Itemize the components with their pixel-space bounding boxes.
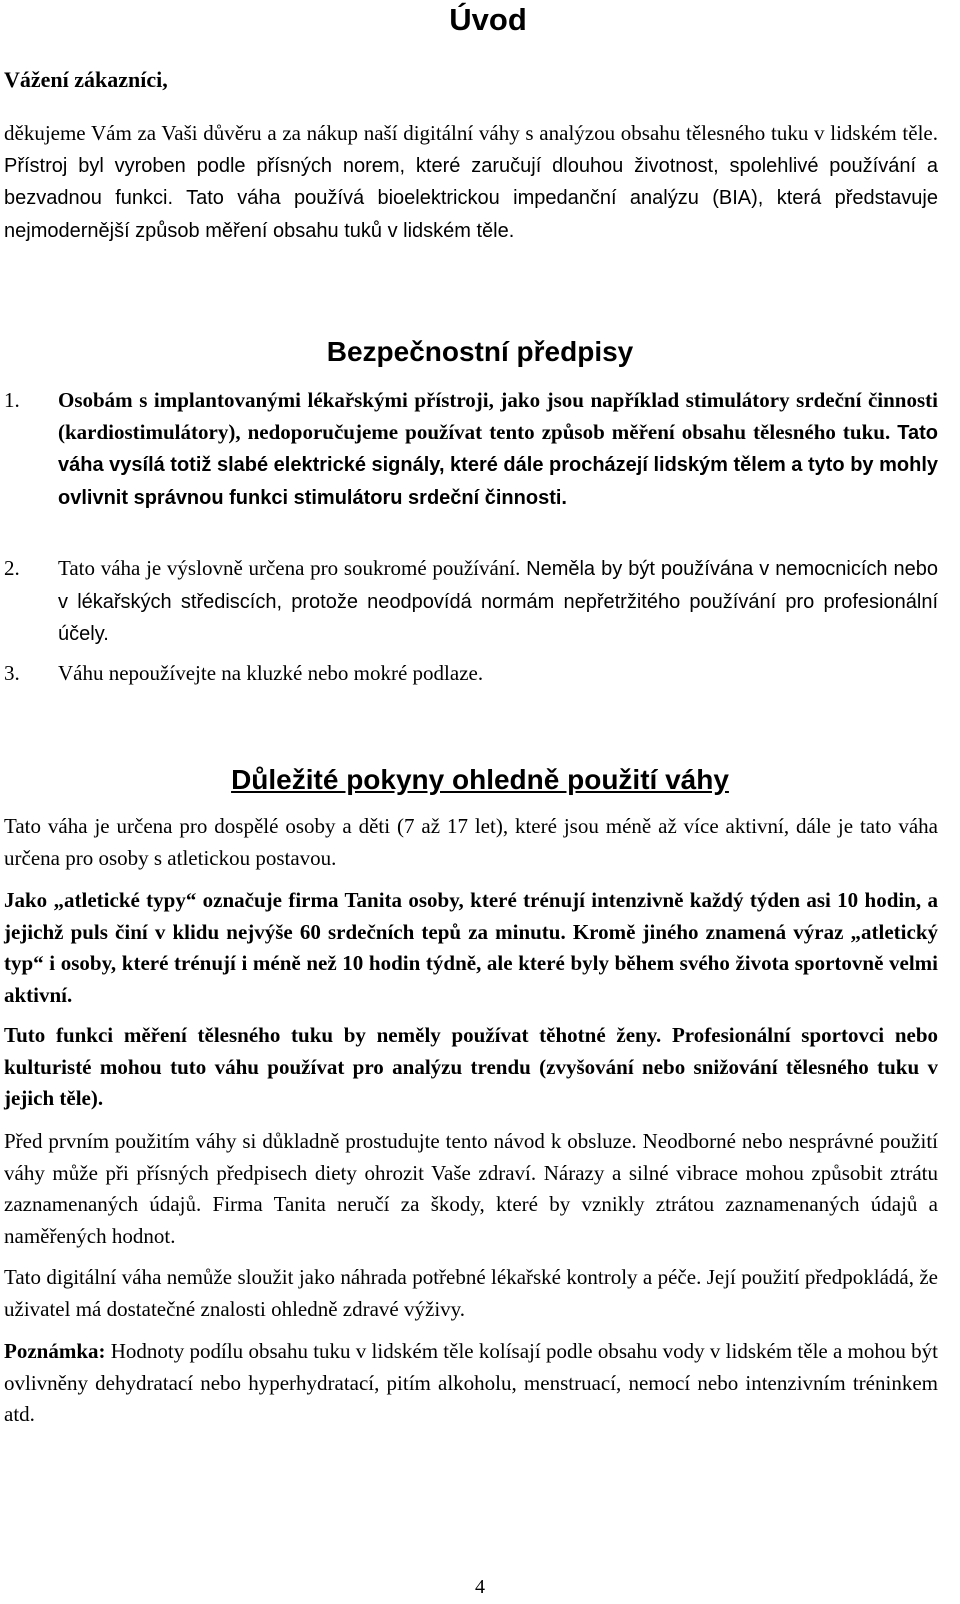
- page-title: Úvod: [449, 2, 527, 37]
- intro-text-serif: děkujeme Vám za Vaši důvěru a za nákup naší digitální váhy s analýzou obsahu tělesného tuku v lidském těle.: [4, 121, 938, 145]
- safety-item-2-text: Tato váha je výslovně určena pro soukromé používání.: [58, 556, 521, 580]
- usage-paragraph-1: Tato váha je určena pro dospělé osoby a děti (7 až 17 let), které jsou méně až více aktivní, dále je tato váha určena pro osoby s atletickou postavou.: [4, 814, 938, 870]
- intro-text-sans: Přístroj byl vyroben podle přísných norem, které zaručují dlouhou životnost, spolehlivé používání a bezvadnou funkci. Tato váha používá bioelektrickou impedanční analýzu (BIA), která představuje nejmodernější způsob měření obsahu tuků v lidském těle.: [4, 154, 938, 242]
- intro-paragraph: [4, 118, 938, 247]
- usage-heading: [0, 762, 960, 798]
- list-number: 3.: [4, 661, 20, 685]
- note-label: Poznámka:: [4, 1339, 106, 1363]
- list-body: [58, 553, 938, 651]
- greeting: Vážení zákazníci,: [4, 67, 168, 92]
- usage-paragraph-5: Tato digitální váha nemůže sloužit jako náhrada potřebné lékařské kontroly a péče. Její použití předpokládá, že uživatel má dostatečné znalosti ohledně zdravé výživy.: [4, 1265, 938, 1321]
- safety-item-1-bold: Osobám s implantovanými lékařskými přístroji, jako jsou například stimulátory srdeční činnosti (kardiostimulátory), nedoporučujeme používat tento způsob měření obsahu tělesného tuku.: [58, 388, 938, 444]
- usage-paragraph-2: Jako „atletické typy“ označuje firma Tanita osoby, které trénují intenzivně každý týden asi 10 hodin, a jejichž puls činí v klidu nejvýše 60 srdečních tepů za minutu. Kromě jiného znamená výraz „atletický typ“ i osoby, které trénují i méně než 10 hodin týdně, ale které byly během svého života sportovně velmi aktivní.: [4, 888, 938, 1007]
- list-number: 1.: [4, 388, 20, 412]
- usage-paragraph-3: Tuto funkci měření tělesného tuku by neměly používat těhotné ženy. Profesionální sportovci nebo kulturisté mohou tuto váhu používat pro analýzu trendu (zvyšování nebo snižování tělesného tuku v jejich těle).: [4, 1023, 938, 1110]
- usage-paragraph-4: Před prvním použitím váhy si důkladně prostudujte tento návod k obsluze. Neodborné nebo nesprávné použití váhy může při přísných předpisech diety ohrozit Vaše zdraví. Nárazy a silné vibrace mohou způsobit ztrátu zaznamenaných údajů. Firma Tanita neručí za škody, které by vznikly ztrátou zaznamenaných údajů a naměřených hodnot.: [4, 1129, 938, 1248]
- usage-heading-text: Důležité pokyny ohledně použití váhy: [231, 764, 729, 795]
- safety-item-2-text-sans: Neměla by být používána v nemocnicích nebo v lékařských střediscích, protože neodpovídá normám nepřetržitého používání pro profesionální účely.: [58, 558, 939, 645]
- list-body: [58, 385, 938, 514]
- note-text: Hodnoty podílu obsahu tuku v lidském těle kolísají podle obsahu vody v lidském těle a mohou být ovlivněny dehydratací nebo hyperhydratací, pitím alkoholu, menstruací, nemocí nebo intenzivním tréninkem atd.: [4, 1339, 938, 1426]
- usage-note: [4, 1336, 938, 1431]
- list-body: Váhu nepoužívejte na kluzké nebo mokré podlaze.: [58, 661, 484, 685]
- safety-heading: Bezpečnostní předpisy: [326, 336, 634, 367]
- list-number: 2.: [4, 556, 20, 580]
- page-number: 4: [475, 1576, 485, 1598]
- safety-item-1-bold-sans: Tato váha vysílá totiž slabé elektrické signály, které dále procházejí lidským tělem a tyto by mohly ovlivnit správnou funkci stimulátoru srdeční činnosti.: [58, 421, 938, 509]
